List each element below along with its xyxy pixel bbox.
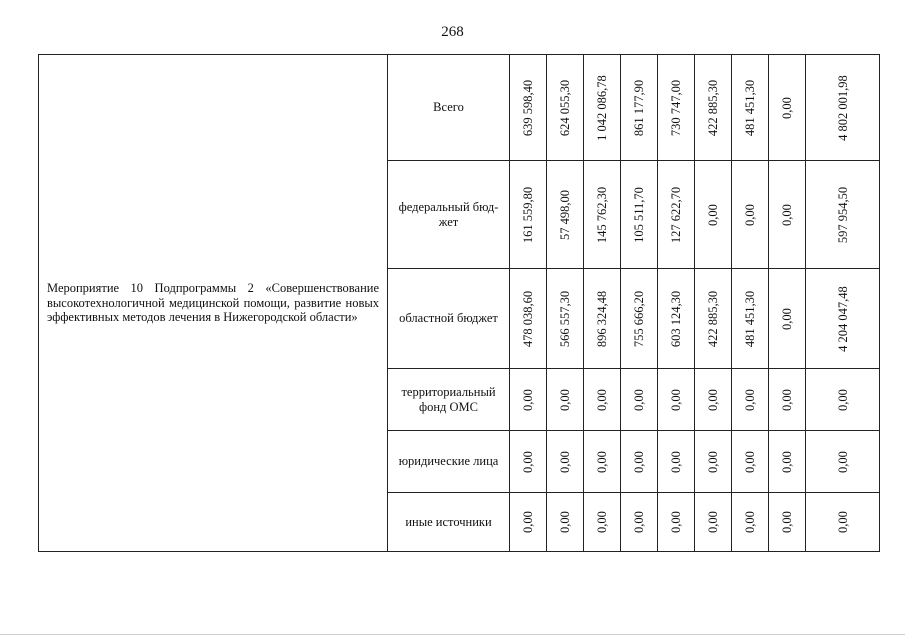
value-text: 105 511,70 [631,186,646,243]
value-text: 597 954,50 [835,186,850,243]
value-text: 0,00 [557,511,572,533]
value-cell [732,431,769,493]
value-cell [621,493,658,552]
value-cell [621,161,658,269]
value-cell [806,431,880,493]
value-cell [510,493,547,552]
value-text: 0,00 [520,511,535,533]
funding-source-cell: областной бюджет [388,269,510,369]
value-cell [621,431,658,493]
value-cell [769,493,806,552]
value-text: 0,00 [835,511,850,533]
value-cell [658,55,695,161]
value-cell [547,431,584,493]
value-text: 0,00 [668,388,683,411]
value-cell [806,161,880,269]
table-row [39,55,880,161]
value-cell [695,269,732,369]
value-text: 0,00 [520,388,535,411]
value-text: 0,00 [779,450,794,473]
value-text: 145 762,30 [594,186,609,243]
value-cell [621,269,658,369]
value-text: 0,00 [705,388,720,411]
funding-source-cell: иные источники [388,493,510,552]
value-cell [806,493,880,552]
value-text: 0,00 [779,203,794,226]
value-text: 0,00 [742,388,757,411]
value-cell [584,269,621,369]
value-text: 161 559,80 [520,186,535,243]
value-text: 0,00 [742,203,757,226]
value-text: 0,00 [594,388,609,411]
value-text: 478 038,60 [520,290,535,347]
value-cell [806,55,880,161]
value-cell [732,493,769,552]
value-text: 422 885,30 [705,79,720,136]
funding-source-cell: территориальный фонд ОМС [388,369,510,431]
value-cell [584,161,621,269]
value-text: 481 451,30 [742,79,757,136]
event-description: Мероприятие 10 Подпрограммы 2 «Совершенствование высокотехнологичной медицинской помощи, развитие новых эффективных методов лечения в Нижегородской области» [39,55,388,552]
value-cell [769,269,806,369]
value-text: 0,00 [779,96,794,119]
value-cell [769,369,806,431]
value-cell [658,161,695,269]
value-text: 0,00 [594,450,609,473]
value-cell [806,369,880,431]
value-cell [547,161,584,269]
value-text: 730 747,00 [668,79,683,136]
value-text: 0,00 [631,388,646,411]
value-cell [510,161,547,269]
value-cell [658,431,695,493]
value-text: 4 204 047,48 [835,285,850,352]
value-text: 0,00 [742,450,757,473]
value-cell [806,269,880,369]
value-cell [547,269,584,369]
value-text: 861 177,90 [631,79,646,136]
value-cell [510,431,547,493]
value-text: 0,00 [631,511,646,533]
value-text: 0,00 [520,450,535,473]
budget-table [38,54,880,552]
value-text: 0,00 [668,450,683,473]
value-text: 127 622,70 [668,186,683,243]
value-text: 0,00 [557,450,572,473]
value-text: 566 557,30 [557,290,572,347]
value-cell [695,493,732,552]
page-number: 268 [441,24,464,40]
value-cell [695,161,732,269]
value-text: 0,00 [835,388,850,411]
value-cell [584,369,621,431]
value-text: 0,00 [668,511,683,533]
value-cell [695,55,732,161]
value-text: 896 324,48 [594,290,609,347]
value-text: 0,00 [779,511,794,533]
value-cell [510,55,547,161]
value-text: 0,00 [705,450,720,473]
value-text: 0,00 [705,511,720,533]
value-text: 422 885,30 [705,290,720,347]
value-cell [695,431,732,493]
value-text: 57 498,00 [557,189,572,240]
value-cell [510,369,547,431]
value-cell [621,369,658,431]
value-cell [584,55,621,161]
value-cell [584,493,621,552]
value-text: 1 042 086,78 [594,74,609,141]
value-text: 0,00 [631,450,646,473]
value-cell [732,161,769,269]
value-cell [547,493,584,552]
funding-source-cell: Всего [388,55,510,161]
value-text: 4 802 001,98 [835,74,850,141]
value-cell [732,269,769,369]
value-text: 0,00 [835,450,850,473]
value-cell [695,369,732,431]
value-text: 0,00 [742,511,757,533]
funding-source-cell: юридические лица [388,431,510,493]
value-text: 0,00 [705,203,720,226]
value-cell [547,369,584,431]
value-text: 0,00 [557,388,572,411]
funding-source-cell: федеральный бюд-жет [388,161,510,269]
value-cell [732,369,769,431]
value-text: 0,00 [779,307,794,330]
value-cell [658,269,695,369]
value-cell [732,55,769,161]
value-cell [769,55,806,161]
value-text: 639 598,40 [520,79,535,136]
value-cell [658,493,695,552]
value-cell [584,431,621,493]
page-edge-line [0,634,905,635]
value-text: 624 055,30 [557,79,572,136]
value-text: 755 666,20 [631,290,646,347]
value-text: 0,00 [594,511,609,533]
value-cell [510,269,547,369]
value-cell [658,369,695,431]
value-text: 603 124,30 [668,290,683,347]
value-cell [769,161,806,269]
value-text: 0,00 [779,388,794,411]
value-cell [621,55,658,161]
value-text: 481 451,30 [742,290,757,347]
value-cell [547,55,584,161]
value-cell [769,431,806,493]
